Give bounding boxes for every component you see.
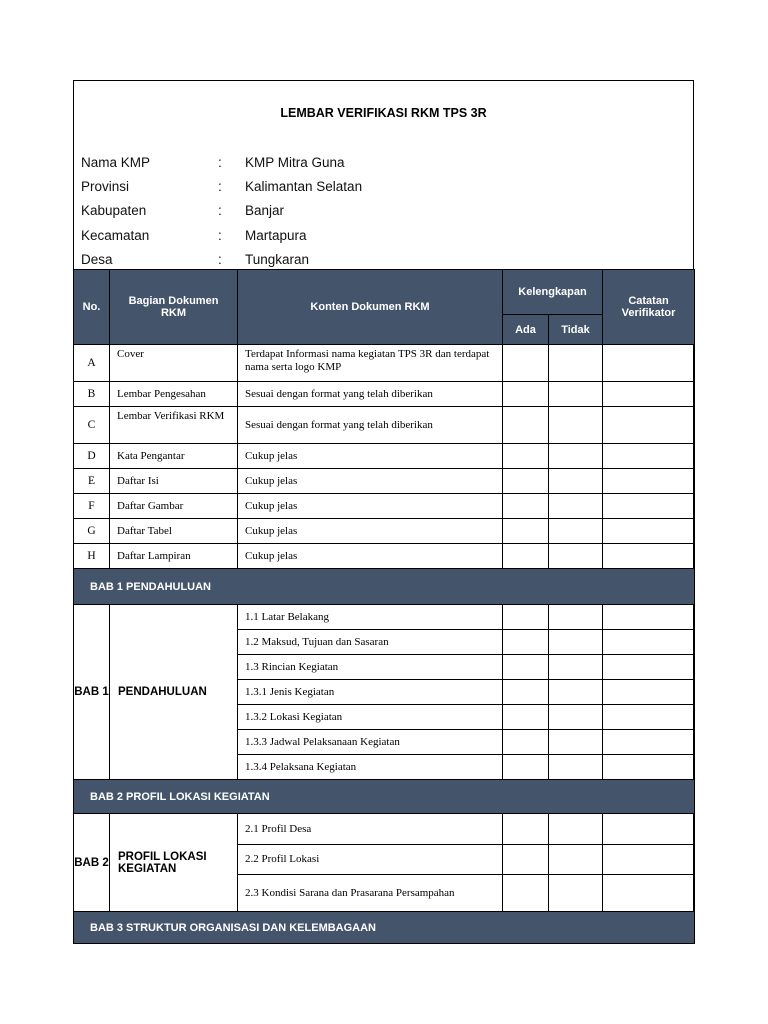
info-value: Banjar	[245, 203, 285, 218]
cell-tidak[interactable]	[549, 875, 603, 912]
row-bagian: Daftar Gambar	[110, 494, 238, 519]
bab-number: BAB 2	[74, 814, 110, 912]
header-bagian: Bagian Dokumen RKM	[110, 270, 238, 345]
cell-catatan[interactable]	[603, 382, 695, 407]
cell-catatan[interactable]	[603, 544, 695, 569]
info-label: Kecamatan	[81, 228, 150, 243]
info-value: Martapura	[245, 228, 307, 243]
row-bagian: Cover	[110, 345, 238, 382]
bab-item: 2.2 Profil Lokasi	[238, 845, 503, 875]
info-value: KMP Mitra Guna	[245, 155, 345, 170]
bab-item: 1.3.1 Jenis Kegiatan	[238, 680, 503, 705]
header-ada: Ada	[503, 315, 549, 345]
header-kelengkapan: Kelengkapan	[503, 270, 603, 315]
row-konten: Sesuai dengan format yang telah diberikan	[238, 407, 503, 444]
cell-ada[interactable]	[503, 630, 549, 655]
row-konten: Terdapat Informasi nama kegiatan TPS 3R dan terdapat nama serta logo KMP	[238, 345, 503, 382]
cell-ada[interactable]	[503, 469, 549, 494]
row-bagian: Daftar Lampiran	[110, 544, 238, 569]
cell-catatan[interactable]	[603, 469, 695, 494]
cell-tidak[interactable]	[549, 519, 603, 544]
verification-table	[73, 269, 695, 944]
cell-catatan[interactable]	[603, 755, 695, 780]
header-catatan: Catatan Verifikator	[603, 270, 695, 345]
cell-tidak[interactable]	[549, 655, 603, 680]
cell-tidak[interactable]	[549, 755, 603, 780]
info-colon: :	[218, 155, 222, 170]
row-bagian: Lembar Verifikasi RKM	[110, 407, 238, 444]
document-title: LEMBAR VERIFIKASI RKM TPS 3R	[280, 106, 487, 120]
table-row	[74, 444, 695, 469]
cell-ada[interactable]	[503, 494, 549, 519]
verification-sheet	[73, 80, 694, 939]
bab-bagian: PROFIL LOKASI KEGIATAN	[110, 814, 238, 912]
section-title: BAB 2 PROFIL LOKASI KEGIATAN	[74, 780, 695, 814]
cell-ada[interactable]	[503, 845, 549, 875]
info-colon: :	[218, 228, 222, 243]
info-label: Kabupaten	[81, 203, 147, 218]
cell-tidak[interactable]	[549, 730, 603, 755]
cell-ada[interactable]	[503, 382, 549, 407]
table-row	[74, 494, 695, 519]
bab-item: 1.3.3 Jadwal Pelaksanaan Kegiatan	[238, 730, 503, 755]
cell-ada[interactable]	[503, 730, 549, 755]
bab-item: 1.3.4 Pelaksana Kegiatan	[238, 755, 503, 780]
info-value: Kalimantan Selatan	[245, 179, 363, 194]
cell-ada[interactable]	[503, 875, 549, 912]
row-no: A	[74, 345, 110, 382]
cell-catatan[interactable]	[603, 605, 695, 630]
cell-tidak[interactable]	[549, 494, 603, 519]
bab-item: 2.1 Profil Desa	[238, 814, 503, 845]
section-row-bab3	[74, 912, 695, 944]
cell-tidak[interactable]	[549, 605, 603, 630]
info-colon: :	[218, 203, 222, 218]
info-label: Desa	[81, 252, 113, 267]
info-label: Nama KMP	[81, 155, 151, 170]
cell-ada[interactable]	[503, 814, 549, 845]
cell-catatan[interactable]	[603, 814, 695, 845]
bab-number: BAB 1	[74, 605, 110, 780]
cell-tidak[interactable]	[549, 407, 603, 444]
cell-tidak[interactable]	[549, 382, 603, 407]
section-row-bab1	[74, 569, 695, 605]
table-header-row	[74, 270, 695, 315]
info-value: Tungkaran	[245, 252, 310, 267]
cell-catatan[interactable]	[603, 345, 695, 382]
row-no: H	[74, 544, 110, 569]
cell-ada[interactable]	[503, 755, 549, 780]
cell-tidak[interactable]	[549, 814, 603, 845]
row-no: B	[74, 382, 110, 407]
info-colon: :	[218, 179, 222, 194]
cell-tidak[interactable]	[549, 544, 603, 569]
cell-ada[interactable]	[503, 605, 549, 630]
cell-catatan[interactable]	[603, 680, 695, 705]
table-row	[74, 814, 695, 845]
table-row	[74, 407, 695, 444]
cell-tidak[interactable]	[549, 345, 603, 382]
bab-item: 1.3 Rincian Kegiatan	[238, 655, 503, 680]
row-bagian: Daftar Isi	[110, 469, 238, 494]
cell-tidak[interactable]	[549, 845, 603, 875]
cell-catatan[interactable]	[603, 630, 695, 655]
cell-catatan[interactable]	[603, 705, 695, 730]
header-no: No.	[74, 270, 110, 345]
row-konten: Sesuai dengan format yang telah diberikan	[238, 382, 503, 407]
table-row	[74, 605, 695, 630]
section-title: BAB 3 STRUKTUR ORGANISASI DAN KELEMBAGAAN	[74, 912, 695, 944]
cell-catatan[interactable]	[603, 494, 695, 519]
row-konten: Cukup jelas	[238, 544, 503, 569]
row-konten: Cukup jelas	[238, 519, 503, 544]
cell-ada[interactable]	[503, 544, 549, 569]
table-row	[74, 382, 695, 407]
cell-catatan[interactable]	[603, 655, 695, 680]
bab-item: 1.2 Maksud, Tujuan dan Sasaran	[238, 630, 503, 655]
cell-catatan[interactable]	[603, 519, 695, 544]
bab-item: 1.3.2 Lokasi Kegiatan	[238, 705, 503, 730]
cell-ada[interactable]	[503, 655, 549, 680]
table-row	[74, 345, 695, 382]
row-no: E	[74, 469, 110, 494]
row-bagian: Daftar Tabel	[110, 519, 238, 544]
header-konten: Konten Dokumen RKM	[238, 270, 503, 345]
cell-tidak[interactable]	[549, 705, 603, 730]
info-colon: :	[218, 252, 222, 267]
cell-catatan[interactable]	[603, 875, 695, 912]
bab-item: 1.1 Latar Belakang	[238, 605, 503, 630]
row-bagian: Kata Pengantar	[110, 444, 238, 469]
cell-catatan[interactable]	[603, 407, 695, 444]
cell-ada[interactable]	[503, 345, 549, 382]
cell-ada[interactable]	[503, 680, 549, 705]
bab-bagian: PENDAHULUAN	[110, 605, 238, 780]
row-konten: Cukup jelas	[238, 469, 503, 494]
section-row-bab2	[74, 780, 695, 814]
cell-ada[interactable]	[503, 444, 549, 469]
cell-tidak[interactable]	[549, 469, 603, 494]
row-no: F	[74, 494, 110, 519]
cell-ada[interactable]	[503, 519, 549, 544]
cell-catatan[interactable]	[603, 730, 695, 755]
row-konten: Cukup jelas	[238, 494, 503, 519]
row-no: D	[74, 444, 110, 469]
section-title: BAB 1 PENDAHULUAN	[74, 569, 695, 605]
row-bagian: Lembar Pengesahan	[110, 382, 238, 407]
info-label: Provinsi	[81, 179, 130, 194]
cell-tidak[interactable]	[549, 444, 603, 469]
cell-ada[interactable]	[503, 705, 549, 730]
table-row	[74, 469, 695, 494]
cell-ada[interactable]	[503, 407, 549, 444]
header-tidak: Tidak	[549, 315, 603, 345]
table-row	[74, 519, 695, 544]
cell-tidak[interactable]	[549, 630, 603, 655]
bab-item: 2.3 Kondisi Sarana dan Prasarana Persampahan	[238, 875, 503, 912]
cell-catatan[interactable]	[603, 444, 695, 469]
cell-tidak[interactable]	[549, 680, 603, 705]
table-row	[74, 544, 695, 569]
row-konten: Cukup jelas	[238, 444, 503, 469]
row-no: C	[74, 407, 110, 444]
cell-catatan[interactable]	[603, 845, 695, 875]
row-no: G	[74, 519, 110, 544]
